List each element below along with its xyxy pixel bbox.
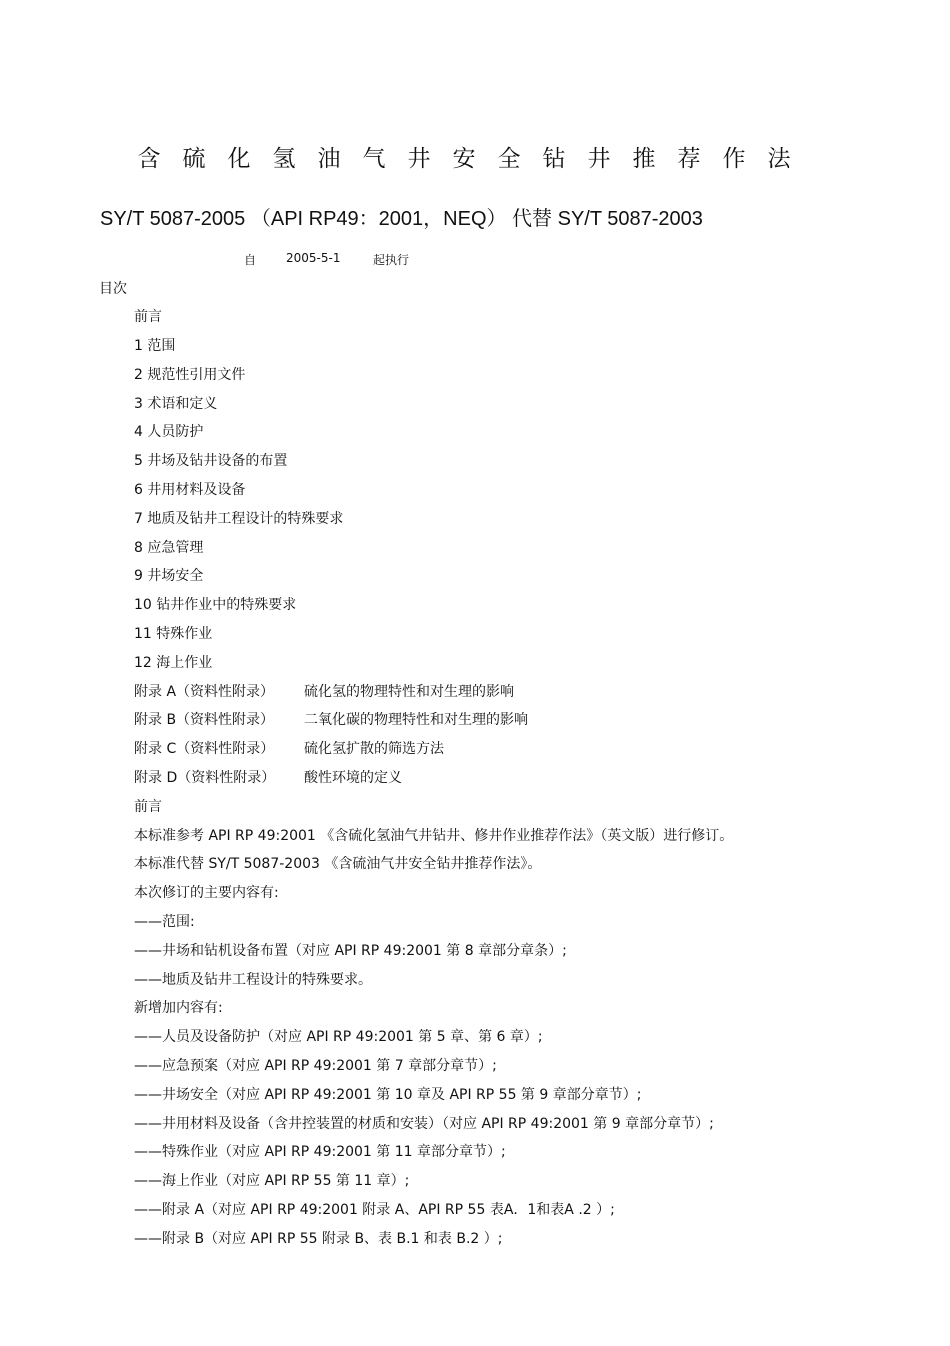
foreword-line: ——地质及钻井工程设计的特殊要求。 — [134, 972, 372, 988]
toc-item: 7 地质及钻井工程设计的特殊要求 — [134, 511, 344, 527]
foreword-line: ——井用材料及设备（含井控装置的材质和安装）（对应 API RP 49:2001 第 9 章部分章节）; — [134, 1116, 714, 1132]
appendix-label: 附录 B（资料性附录） — [134, 712, 275, 728]
toc-item: 1 范围 — [134, 338, 176, 354]
foreword-line: 本次修订的主要内容有: — [134, 885, 279, 901]
appendix-desc: 硫化氢的物理特性和对生理的影响 — [304, 684, 514, 700]
appendix-label: 附录 C（资料性附录） — [134, 741, 275, 757]
appendix-desc: 酸性环境的定义 — [304, 770, 402, 786]
appendix-label: 附录 A（资料性附录） — [134, 684, 275, 700]
foreword-line: ——海上作业（对应 API RP 55 第 11 章）; — [134, 1173, 410, 1189]
toc-item: 8 应急管理 — [134, 540, 204, 556]
toc-item: 5 井场及钻井设备的布置 — [134, 453, 288, 469]
toc-item: 12 海上作业 — [134, 655, 213, 671]
toc-item: 3 术语和定义 — [134, 396, 218, 412]
foreword-line: ——附录 B（对应 API RP 55 附录 B、表 B.1 和表 B.2 ）; — [134, 1231, 503, 1247]
effective-prefix: 自 — [244, 253, 257, 267]
foreword-line: ——井场和钻机设备布置（对应 API RP 49:2001 第 8 章部分章条）; — [134, 943, 567, 959]
foreword-line: 新增加内容有: — [134, 1000, 223, 1016]
foreword-line: ——人员及设备防护（对应 API RP 49:2001 第 5 章、第 6 章）; — [134, 1029, 543, 1045]
foreword-line: ——附录 A（对应 API RP 49:2001 附录 A、API RP 55 表A．1和表A .2 ）; — [134, 1202, 615, 1218]
toc-heading: 目次 — [99, 281, 127, 297]
standard-number-line: SY/T 5087-2005 （API RP49：2001，NEQ） 代替 SY/T 5087-2003 — [100, 208, 703, 230]
toc-item: 10 钻井作业中的特殊要求 — [134, 597, 297, 613]
foreword-heading: 前言 — [134, 799, 162, 815]
effective-suffix: 起执行 — [373, 253, 410, 267]
foreword-line: ——特殊作业（对应 API RP 49:2001 第 11 章部分章节）; — [134, 1144, 506, 1160]
toc-item: 6 井用材料及设备 — [134, 482, 246, 498]
toc-item: 4 人员防护 — [134, 424, 204, 440]
foreword-line: ——范围: — [134, 914, 195, 930]
toc-item: 9 井场安全 — [134, 568, 204, 584]
toc-item: 11 特殊作业 — [134, 626, 213, 642]
appendix-desc: 二氧化碳的物理特性和对生理的影响 — [304, 712, 528, 728]
foreword-line: 本标准代替 SY/T 5087-2003 《含硫油气井安全钻井推荐作法》。 — [134, 856, 542, 872]
toc-item: 前言 — [134, 309, 162, 325]
appendix-label: 附录 D（资料性附录） — [134, 770, 276, 786]
foreword-line: 本标准参考 API RP 49:2001 《含硫化氢油气井钻井、修井作业推荐作法》（英文版）进行修订。 — [134, 828, 734, 844]
effective-date: 2005-5-1 — [286, 251, 341, 265]
foreword-line: ——井场安全（对应 API RP 49:2001 第 10 章及 API RP 55 第 9 章部分章节）; — [134, 1087, 642, 1103]
toc-item: 2 规范性引用文件 — [134, 367, 246, 383]
appendix-desc: 硫化氢扩散的筛选方法 — [304, 741, 444, 757]
document-title: 含硫化氢油气井安全钻井推荐作法 — [137, 146, 813, 172]
foreword-line: ——应急预案（对应 API RP 49:2001 第 7 章部分章节）; — [134, 1058, 497, 1074]
